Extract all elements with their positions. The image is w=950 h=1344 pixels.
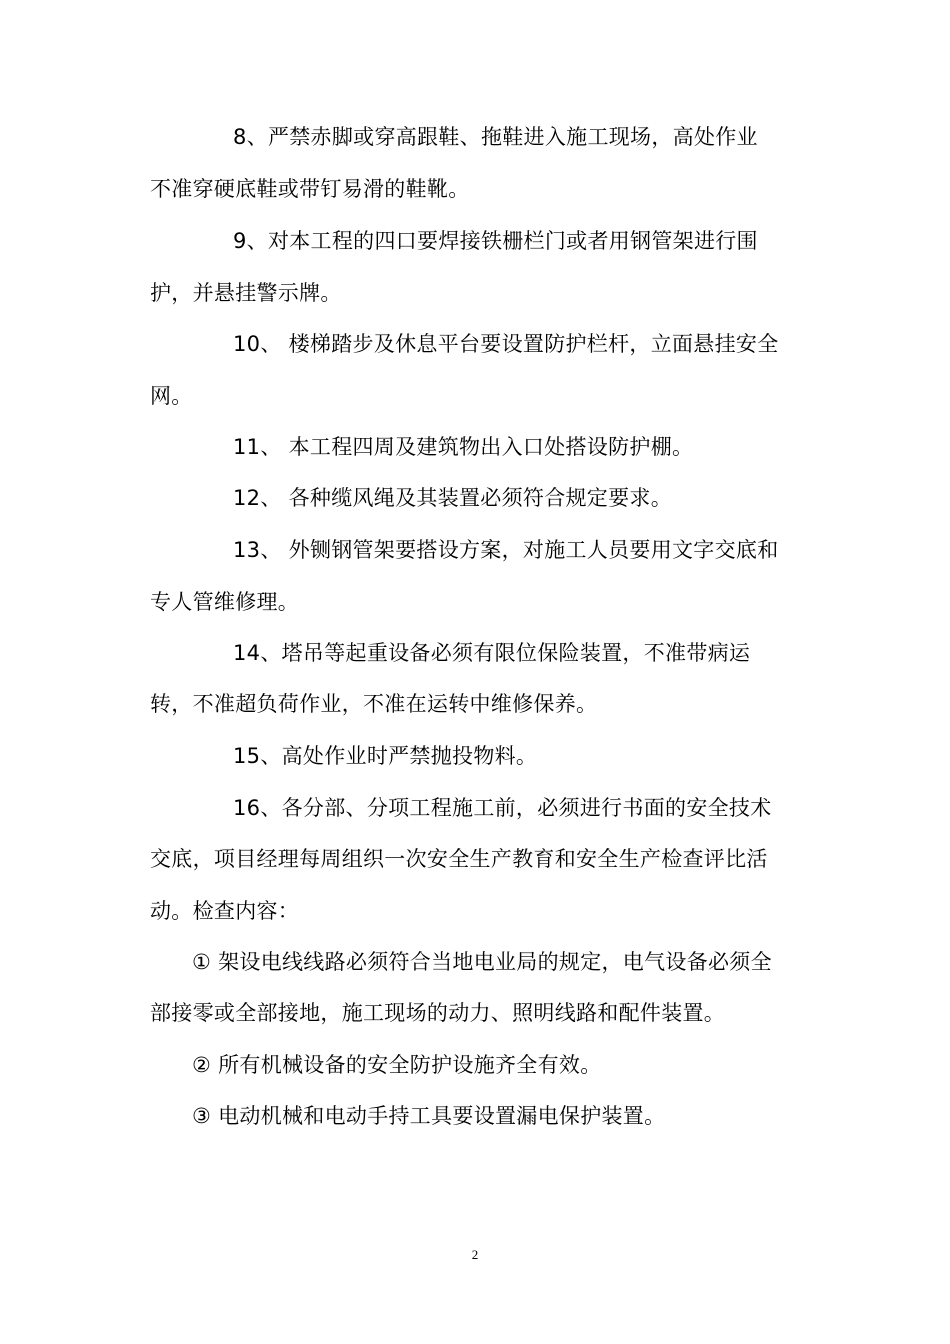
paragraph-16-line-2: 交底，项目经理每周组织一次安全生产教育和安全生产检查评比活 — [150, 847, 768, 871]
paragraph-10-line-1: 10、 楼梯踏步及休息平台要设置防护栏杆，立面悬挂安全 — [233, 332, 779, 356]
page-number: 2 — [471, 1247, 479, 1262]
paragraph-10-line-2: 网。 — [150, 384, 193, 408]
item-2-line-1: ② 所有机械设备的安全防护设施齐全有效。 — [192, 1053, 602, 1077]
paragraph-8-line-2: 不准穿硬底鞋或带钉易滑的鞋靴。 — [150, 177, 470, 201]
item-1-line-1: ① 架设电线线路必须符合当地电业局的规定，电气设备必须全 — [192, 950, 772, 974]
paragraph-11-line-1: 11、 本工程四周及建筑物出入口处搭设防护棚。 — [233, 435, 694, 459]
paragraph-16-line-3: 动。检查内容： — [150, 899, 300, 923]
paragraph-9-line-2: 护，并悬挂警示牌。 — [150, 281, 342, 305]
paragraph-14-line-2: 转，不准超负荷作业，不准在运转中维修保养。 — [150, 692, 598, 716]
paragraph-9-line-1: 9、对本工程的四口要焊接铁栅栏门或者用钢管架进行围 — [233, 229, 758, 253]
paragraph-12-line-1: 12、 各种缆风绳及其装置必须符合规定要求。 — [233, 486, 672, 510]
paragraph-15-line-1: 15、高处作业时严禁抛投物料。 — [233, 744, 538, 768]
paragraph-8-line-1: 8、严禁赤脚或穿高跟鞋、拖鞋进入施工现场，高处作业 — [233, 125, 758, 149]
paragraph-13-line-1: 13、 外铡钢管架要搭设方案，对施工人员要用文字交底和 — [233, 538, 779, 562]
paragraph-13-line-2: 专人管维修理。 — [150, 590, 300, 614]
item-1-line-2: 部接零或全部接地，施工现场的动力、照明线路和配件装置。 — [150, 1001, 726, 1025]
paragraph-16-line-1: 16、各分部、分项工程施工前，必须进行书面的安全技术 — [233, 796, 772, 820]
item-3-line-1: ③ 电动机械和电动手持工具要设置漏电保护装置。 — [192, 1104, 666, 1128]
paragraph-14-line-1: 14、塔吊等起重设备必须有限位保险装置，不准带病运 — [233, 641, 751, 665]
